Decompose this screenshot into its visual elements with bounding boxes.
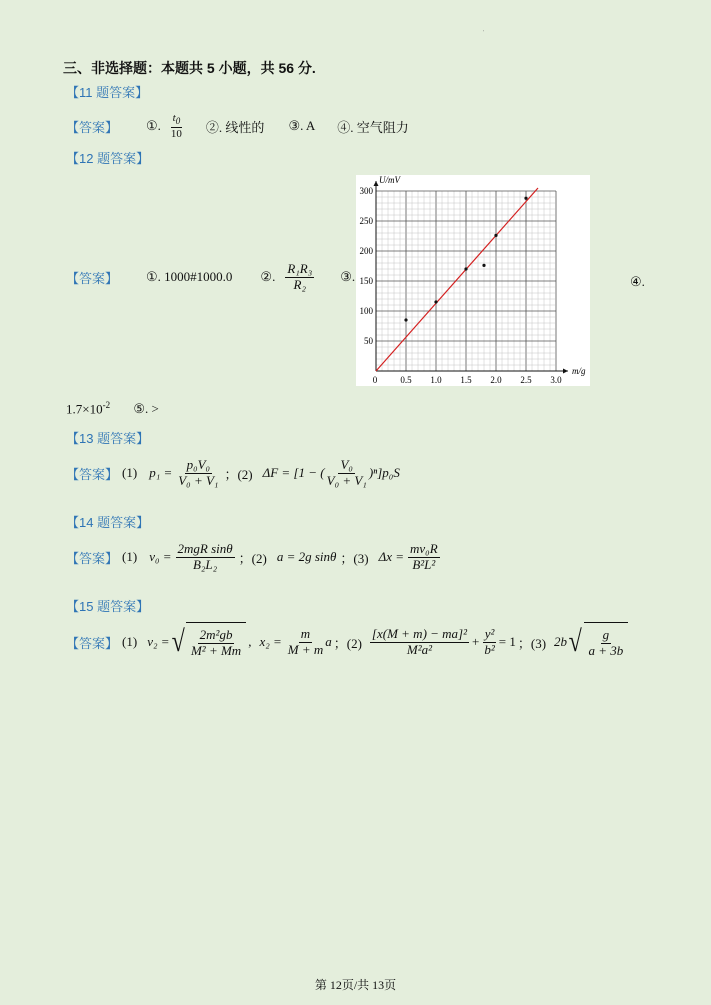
- q14-part2: ；(2): [238, 550, 267, 566]
- q13-p1-fraction: $\frac{\text{p₀V₀}}{\text{V₀ + V₁}}$: [178, 457, 219, 488]
- q15-ellipse-fraction: $\frac{\text{[x(M + m) − ma]²}}{\text{M²a²}}$: [371, 625, 468, 657]
- q14-dx-fraction: $\frac{\text{mv₀R}}{\text{B²L²}}$: [410, 541, 438, 572]
- x-tick-label: 1.5: [460, 375, 472, 385]
- q15-v2-lhs: v₂ =: [147, 634, 170, 649]
- section-title: 三、非选择题：本题共 5 小题，共 56 分.: [63, 60, 316, 76]
- q11-fraction: $\frac{t_0}{10}$: [170, 112, 182, 140]
- q14-part3: ；(3): [340, 550, 369, 566]
- q15-part1: (1): [122, 634, 138, 649]
- q14-answer: [66, 542, 440, 573]
- x-tick-label: 2.5: [520, 375, 532, 385]
- y-tick-label: 200: [359, 246, 373, 256]
- q12-item3: ③.: [340, 269, 356, 285]
- q13-label: 【13 题答案】: [66, 431, 150, 446]
- chart-svg: [356, 175, 590, 386]
- y-tick-label: 50: [364, 336, 373, 346]
- y-tick-label: 250: [359, 216, 373, 226]
- answer-tag: 【答案】: [66, 466, 119, 482]
- q15-ellipse-y-fraction: $\frac{\text{y²}}{\text{b²}}$: [484, 625, 495, 657]
- q11-item3: ③. A: [288, 118, 316, 134]
- data-point: [482, 264, 485, 267]
- q12-item2: ②.: [260, 269, 276, 285]
- answer-tag: 【答案】: [66, 270, 119, 286]
- x-axis-arrow: [563, 369, 568, 374]
- q12-answer: [66, 262, 355, 293]
- q15-ellipse-eq: = 1: [498, 634, 516, 649]
- fit-line: [376, 188, 538, 371]
- q15-label: 【15 题答案】: [66, 599, 150, 614]
- q12-label: 【12 题答案】: [66, 151, 150, 166]
- q12-item4: ④.: [630, 274, 645, 289]
- q12-item1: ①. 1000#1000.0: [146, 269, 233, 285]
- q15-comma: ,: [248, 634, 252, 649]
- data-point: [494, 234, 497, 237]
- data-point: [464, 267, 467, 270]
- y-axis-label: U/mV: [379, 175, 400, 185]
- q11-item4: ④. 空气阻力: [337, 119, 409, 135]
- q13-answer: [66, 458, 400, 489]
- q11-item1: ①.: [146, 118, 161, 134]
- x-tick-label: 3.0: [550, 375, 562, 385]
- answer-tag: 【答案】: [66, 550, 119, 566]
- q15-part2: ；(2): [333, 635, 362, 651]
- x-tick-label: 0: [372, 375, 378, 385]
- q12-item5: ⑤. >: [133, 401, 159, 417]
- x-tick-label: 1.0: [430, 375, 442, 385]
- q11-answer: [66, 112, 409, 140]
- q14-v0-lhs: v₀ =: [149, 549, 172, 565]
- q15-ellipse-plus: +: [472, 634, 480, 649]
- answer-tag: 【答案】: [66, 119, 119, 135]
- q14-v0-fraction: $\frac{\text{2mgR sinθ}}{\text{B₂L₂}}$: [177, 541, 233, 572]
- q11-item2: ②. 线性的: [205, 119, 265, 135]
- q12-continued: $1.7\times 10^{-2}$ ⑤. >: [66, 400, 159, 417]
- q13-f-lhs: ΔF = [1 − (: [262, 465, 325, 481]
- q13-f-rhs: )ⁿ]p₀S: [368, 465, 400, 481]
- q13-part1: (1): [122, 465, 138, 481]
- y-axis-arrow: [374, 181, 379, 186]
- q15-answer: [66, 622, 628, 662]
- data-point: [524, 197, 527, 200]
- u-m-chart: [356, 175, 590, 386]
- q15-p3-coef: 2b: [554, 634, 568, 649]
- x-axis-label: m/g: [572, 366, 586, 376]
- q14-part1: (1): [122, 549, 138, 565]
- data-point: [404, 318, 407, 321]
- q15-x2-lhs: x₂ =: [259, 634, 282, 649]
- y-tick-label: 100: [359, 306, 373, 316]
- data-point: [434, 300, 437, 303]
- q11-label: 【11 题答案】: [66, 85, 149, 100]
- q14-a-eq: a = 2g sinθ: [276, 549, 337, 565]
- q15-p3-root: √ $\frac{g}{a + 3b}$: [567, 622, 628, 662]
- x-tick-label: 0.5: [400, 375, 412, 385]
- scan-mark: ': [483, 30, 485, 36]
- answer-tag: 【答案】: [66, 635, 119, 651]
- q15-x2-tail: a: [325, 634, 332, 649]
- x-tick-label: 2.0: [490, 375, 502, 385]
- q15-v2-root: √ $\frac{\text{2m²gb}}{\text{M² + Mm}}$: [170, 622, 247, 662]
- y-tick-label: 150: [359, 276, 373, 286]
- q15-part3: ；(3): [517, 635, 547, 651]
- q15-x2-fraction: $\frac{m}{M + m}$: [287, 625, 324, 657]
- y-tick-label: 300: [359, 186, 373, 196]
- q13-part2: ；(2): [224, 466, 253, 482]
- q13-p1-lhs: p₁ =: [149, 465, 173, 481]
- q12-fraction: $\frac{\text{R₁R₃}}{\text{R₂}}$: [287, 261, 313, 292]
- page-footer: 第 12页/共 13页: [314, 978, 397, 992]
- q14-dx-lhs: Δx =: [378, 549, 405, 565]
- q13-f-fraction: $\frac{\text{V₀}}{\text{V₀ + V₁}}$: [326, 457, 367, 488]
- q14-label: 【14 题答案】: [66, 515, 150, 530]
